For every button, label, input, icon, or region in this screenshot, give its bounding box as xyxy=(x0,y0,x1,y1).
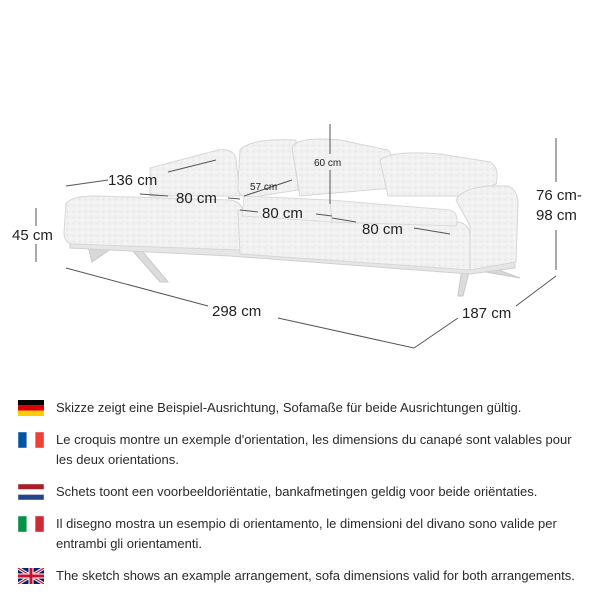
note-text: The sketch shows an example arrangement, sofa dimensions valid for both arrangements. xyxy=(56,568,575,583)
note-german xyxy=(18,398,588,418)
total-width-label: 298 cm xyxy=(212,303,262,320)
note-french xyxy=(18,430,588,470)
right-seat-width-label: 80 cm xyxy=(362,221,403,238)
note-italian xyxy=(18,514,588,554)
seat-depth-label: 57 cm xyxy=(250,182,278,193)
note-dutch xyxy=(18,482,588,502)
back-cushion xyxy=(292,139,393,196)
note-text: Schets toont een voorbeeldoriëntatie, bankafmetingen geldig voor beide oriëntaties. xyxy=(56,484,538,499)
fr-flag-icon xyxy=(18,432,44,448)
total-depth-label: 187 cm xyxy=(462,305,512,322)
backrest-height-label: 60 cm xyxy=(314,158,342,169)
chaise-depth-label: 136 cm xyxy=(108,172,158,189)
middle-seat-width-label: 80 cm xyxy=(262,205,303,222)
note-text: Skizze zeigt eine Beispiel-Ausrichtung, Sofamaße für beide Ausrichtungen gültig. xyxy=(56,400,522,415)
de-flag-icon xyxy=(18,400,44,416)
nl-flag-icon xyxy=(18,484,44,500)
note-text: Il disegno mostra un esempio di orientamento, le dimensioni del divano sono valide per entrambi gli orientamenti. xyxy=(56,516,557,551)
it-flag-icon xyxy=(18,516,44,532)
orientation-notes xyxy=(18,398,588,598)
height-range-label-1: 76 cm- xyxy=(536,187,582,204)
uk-flag-icon xyxy=(18,568,44,584)
seat-height-label: 45 cm xyxy=(12,227,53,244)
height-range-label-2: 98 cm xyxy=(536,207,577,224)
chaise-lounge xyxy=(64,196,244,250)
note-english xyxy=(18,566,588,586)
note-text: Le croquis montre un exemple d'orientation, les dimensions du canapé sont valables pour les deux orientations. xyxy=(56,432,572,467)
chaise-seat-width-label: 80 cm xyxy=(176,190,217,207)
